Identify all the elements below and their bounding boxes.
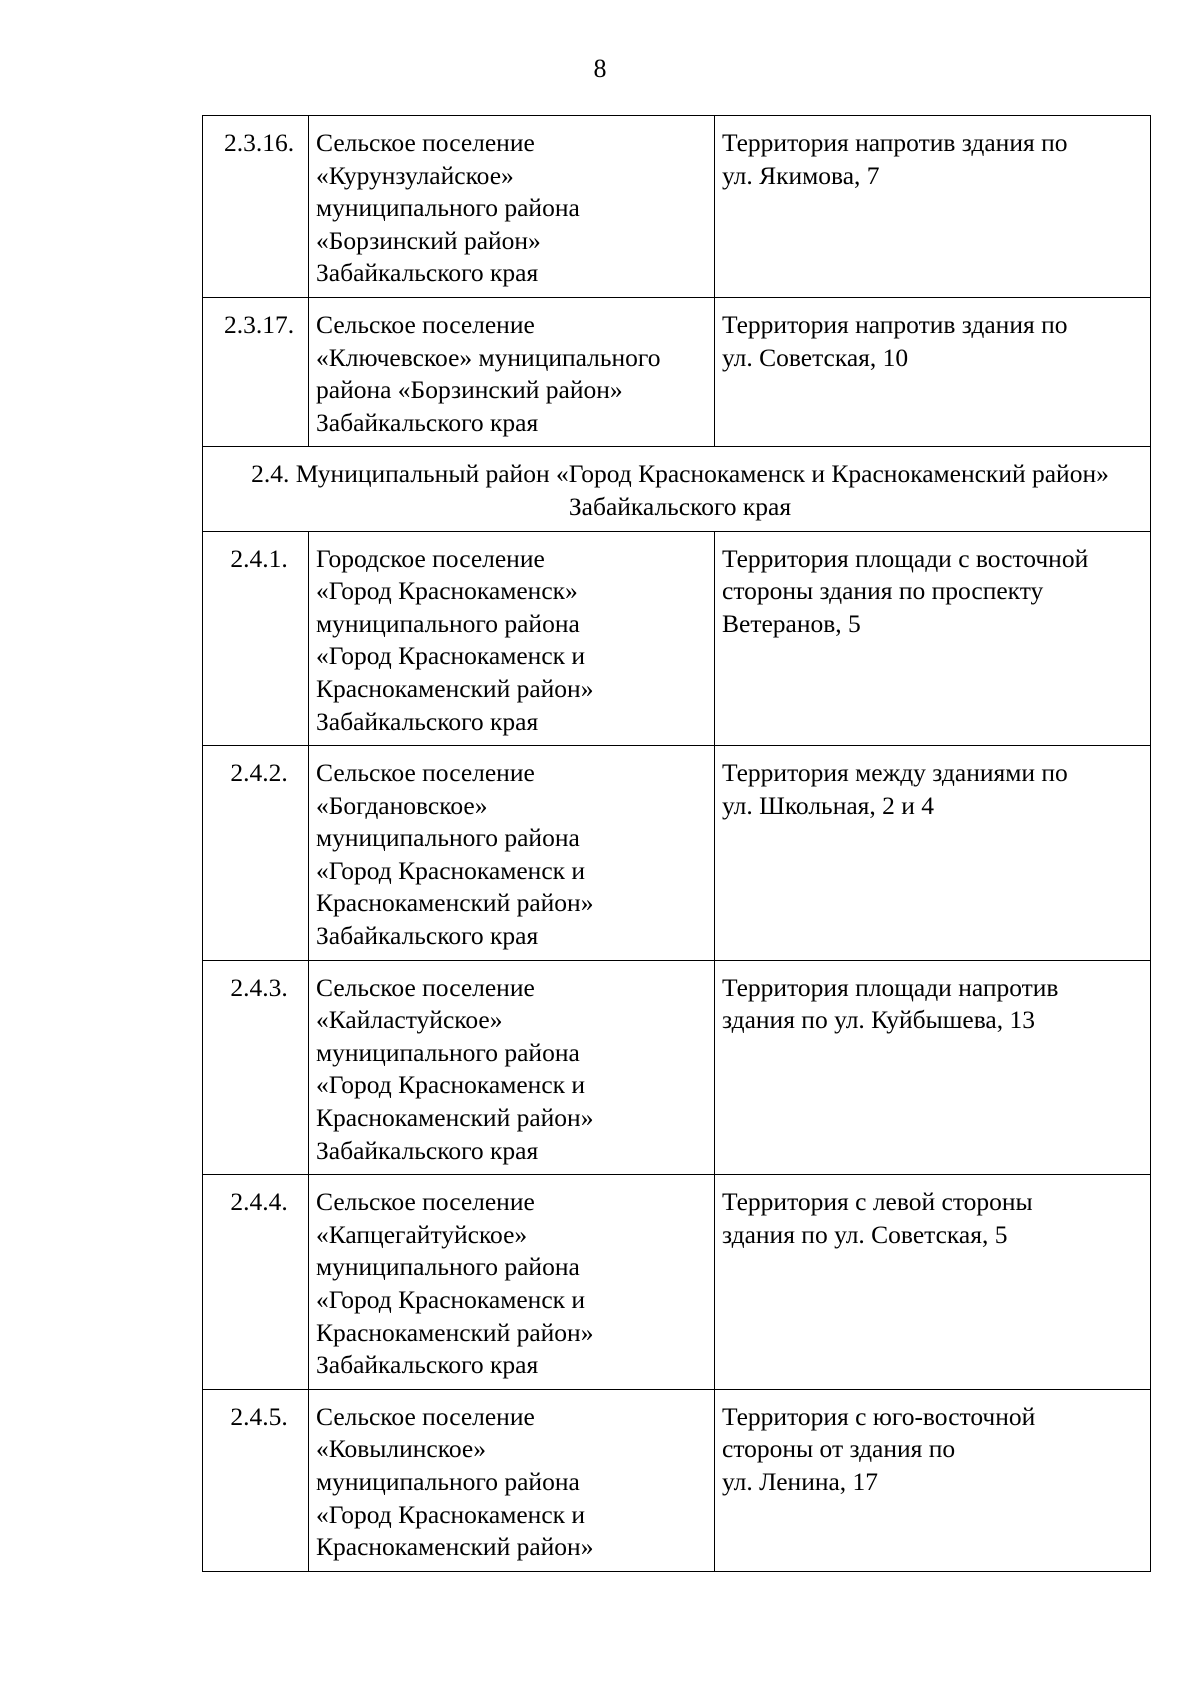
row-number: 2.4.5. — [203, 1389, 309, 1571]
row-number: 2.4.2. — [203, 746, 309, 961]
settlements-table — [202, 115, 1151, 1572]
table-row — [203, 746, 1151, 961]
location-description: Территория площади с восточной стороны здания по проспекту Ветеранов, 5 — [715, 531, 1151, 746]
row-number: 2.4.4. — [203, 1175, 309, 1390]
location-description: Территория площади напротив здания по ул. Куйбышева, 13 — [715, 960, 1151, 1175]
settlement-name: Сельское поселение «Кайластуйское» муниципального района «Город Краснокаменск и Краснокаменский район» Забайкальского края — [309, 960, 715, 1175]
settlement-name: Сельское поселение «Капцегайтуйское» муниципального района «Город Краснокаменск и Краснокаменский район» Забайкальского края — [309, 1175, 715, 1390]
table-row — [203, 297, 1151, 446]
table-row — [203, 531, 1151, 746]
row-number: 2.4.1. — [203, 531, 309, 746]
table-row — [203, 960, 1151, 1175]
row-number: 2.4.3. — [203, 960, 309, 1175]
table-row — [203, 116, 1151, 298]
table-row — [203, 1175, 1151, 1390]
location-description: Территория с левой стороны здания по ул. Советская, 5 — [715, 1175, 1151, 1390]
settlement-name: Сельское поселение «Богдановское» муниципального района «Город Краснокаменск и Краснокаменский район» Забайкальского края — [309, 746, 715, 961]
settlement-name: Сельское поселение «Курунзулайское» муниципального района «Борзинский район» Забайкальского края — [309, 116, 715, 298]
settlement-name: Городское поселение «Город Краснокаменск» муниципального района «Город Краснокаменск и Краснокаменский район» Забайкальского края — [309, 531, 715, 746]
location-description: Территория напротив здания по ул. Советская, 10 — [715, 297, 1151, 446]
section-header-row — [203, 447, 1151, 531]
page-number: 8 — [593, 54, 607, 83]
row-number: 2.3.16. — [203, 116, 309, 298]
settlement-name: Сельское поселение «Ключевское» муниципального района «Борзинский район» Забайкальского края — [309, 297, 715, 446]
table-row — [203, 1389, 1151, 1571]
location-description: Территория напротив здания по ул. Якимова, 7 — [715, 116, 1151, 298]
location-description: Территория между зданиями по ул. Школьная, 2 и 4 — [715, 746, 1151, 961]
settlement-name: Сельское поселение «Ковылинское» муниципального района «Город Краснокаменск и Краснокаменский район» — [309, 1389, 715, 1571]
location-description: Территория с юго-восточной стороны от здания по ул. Ленина, 17 — [715, 1389, 1151, 1571]
row-number: 2.3.17. — [203, 297, 309, 446]
section-title: 2.4. Муниципальный район «Город Краснокаменск и Краснокаменский район» Забайкальского края — [203, 447, 1151, 531]
